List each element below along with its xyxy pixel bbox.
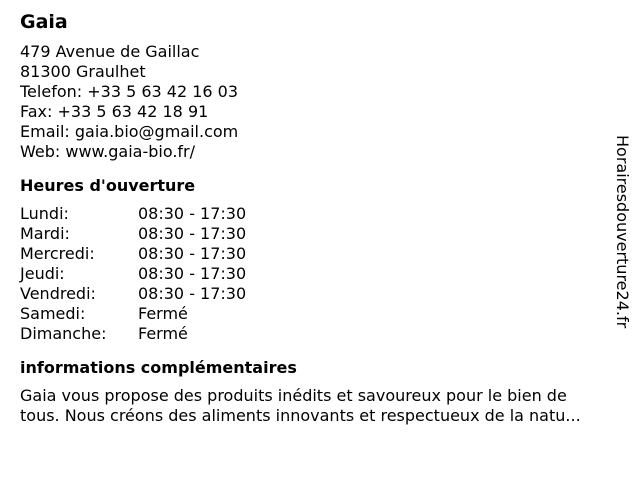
day-label: Lundi:: [20, 204, 69, 223]
address-line-1: 479 Avenue de Gaillac: [20, 42, 200, 61]
phone-line: Telefon: +33 5 63 42 16 03: [20, 82, 239, 101]
email-line: Email: gaia.bio@gmail.com: [20, 122, 239, 141]
additional-info-title: informations complémentaires: [20, 358, 297, 377]
business-name: Gaia: [20, 11, 68, 33]
day-label: Mercredi:: [20, 244, 95, 263]
hours-row-sunday: [20, 324, 610, 344]
day-label: Dimanche:: [20, 324, 107, 343]
time-value: Fermé: [138, 324, 188, 343]
day-label: Vendredi:: [20, 284, 96, 303]
address-line-2: 81300 Graulhet: [20, 62, 146, 81]
hours-row-tuesday: [20, 224, 610, 244]
web-line: Web: www.gaia-bio.fr/: [20, 142, 196, 161]
hours-row-monday: [20, 204, 610, 224]
day-label: Jeudi:: [20, 264, 65, 283]
description-line-1: Gaia vous propose des produits inédits et savoureux pour le bien de: [20, 386, 567, 405]
description-line-2: tous. Nous créons des aliments innovants et respectueux de la natu...: [20, 406, 581, 425]
day-label: Samedi:: [20, 304, 86, 323]
day-label: Mardi:: [20, 224, 70, 243]
time-value: 08:30 - 17:30: [138, 204, 247, 223]
hours-row-saturday: [20, 304, 610, 324]
site-brand-vertical: Horairesdouverture24.fr: [613, 135, 632, 329]
time-value: 08:30 - 17:30: [138, 244, 247, 263]
hours-row-thursday: [20, 264, 610, 284]
time-value: 08:30 - 17:30: [138, 284, 247, 303]
additional-info-text: [20, 386, 630, 426]
hours-row-friday: [20, 284, 610, 304]
fax-line: Fax: +33 5 63 42 18 91: [20, 102, 209, 121]
hours-row-wednesday: [20, 244, 610, 264]
opening-hours-table: [20, 204, 610, 344]
time-value: 08:30 - 17:30: [138, 264, 247, 283]
business-card: [20, 10, 610, 426]
opening-hours-title: Heures d'ouverture: [20, 176, 196, 195]
time-value: 08:30 - 17:30: [138, 224, 247, 243]
time-value: Fermé: [138, 304, 188, 323]
